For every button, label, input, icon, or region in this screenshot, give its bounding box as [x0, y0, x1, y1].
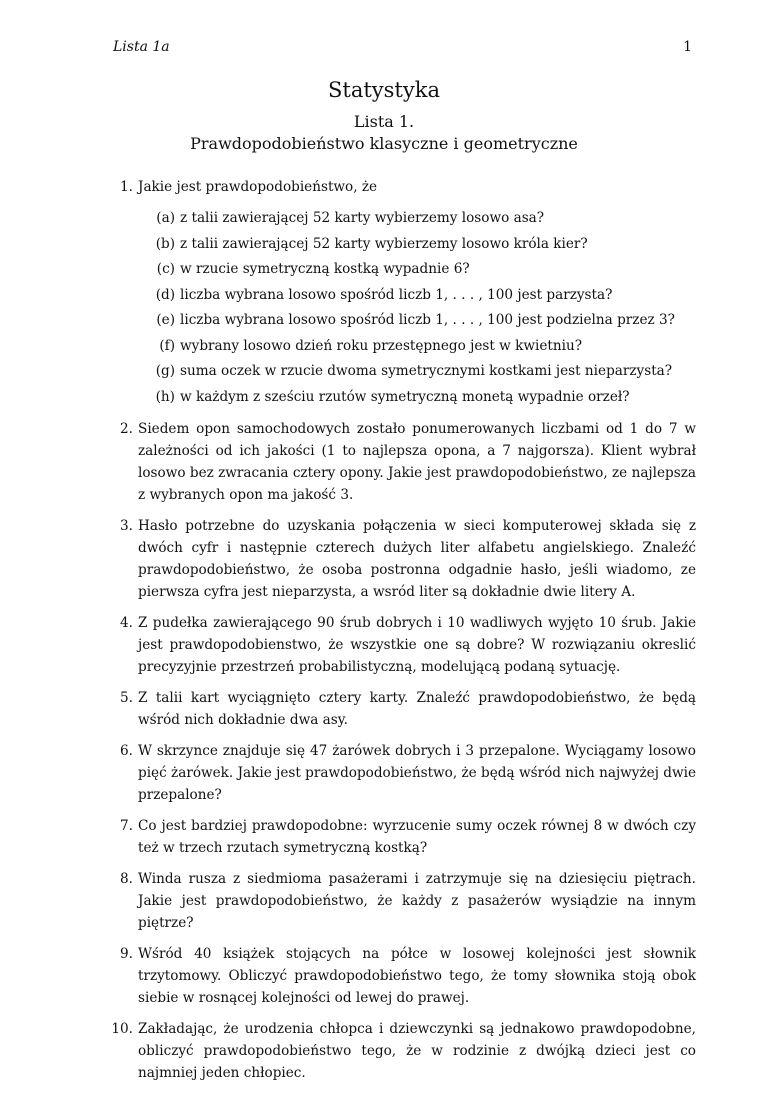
problem-text: Hasło potrzebne do uzyskania połączenia w sieci komputerowej składa się z dwóch cyfr i następnie czterech dużych liter alfabetu angielskiego. Znaleźć prawdopodobieństwo, że osoba postronna odgadnie hasło, jeśli wiadomo, ze pierwsza cyfra jest nieparzysta, a wsród liter są dokładnie dwie litery A.	[138, 517, 696, 600]
subitem-list	[149, 207, 696, 408]
problem-4	[113, 612, 696, 678]
problem-9	[113, 943, 696, 1009]
subitem-label: (g)	[155, 363, 175, 379]
problem-text: W skrzynce znajduje się 47 żarówek dobrych i 3 przepalone. Wyciągamy losowo pięć żarówek. Jakie jest prawdopodobieństwo, że będą wśród nich najwyżej dwie przepalone?	[138, 742, 696, 803]
subitem-label: (d)	[155, 286, 175, 303]
subitem-label: (a)	[156, 210, 175, 226]
subitem-text: w każdym z sześciu rzutów symetryczną monetą wypadnie orzeł?	[180, 388, 630, 405]
list-number: Lista 1.	[353, 112, 415, 131]
subitem-a	[149, 207, 696, 229]
problem-number: 4.	[120, 614, 133, 631]
subitem-text: suma oczek w rzucie dwoma symetrycznymi kostkami jest nieparzysta?	[180, 363, 673, 379]
problem-2	[113, 418, 696, 506]
problem-number: 1.	[120, 179, 133, 195]
subitem-e	[149, 309, 696, 331]
subitem-text: wybrany losowo dzień roku przestępnego jest w kwietniu?	[180, 337, 582, 354]
problem-text: Co jest bardziej prawdopodobne: wyrzucenie sumy oczek równej 8 w dwóch czy też w trzech rzutach symetryczną kostką?	[138, 817, 696, 856]
running-header: Lista 1a	[113, 39, 170, 55]
subitem-label: (b)	[155, 235, 175, 252]
subitem-text: liczba wybrana losowo spośród liczb 1, . . . , 100 jest podzielna przez 3?	[180, 312, 675, 328]
problem-text: Z talii kart wyciągnięto cztery karty. Znaleźć prawdopodobieństwo, że będą wśród nich dokładnie dwa asy.	[138, 689, 696, 728]
subitem-label: (c)	[156, 261, 175, 277]
problem-text: Zakładając, że urodzenia chłopca i dziewczynki są jednakowo prawdopodobne, obliczyć prawdopodobieństwo tego, że w rodzinie z dwójką dzieci jest co najmniej jeden chłopiec.	[138, 1020, 696, 1081]
subitem-h	[149, 386, 696, 408]
problem-number: 5.	[120, 689, 133, 706]
list-topic: Prawdopodobieństwo klasyczne i geometryczne	[190, 134, 578, 153]
document-title: Statystyka	[328, 78, 440, 102]
problem-number: 9.	[120, 945, 133, 962]
problem-5	[113, 687, 696, 731]
problem-1	[113, 176, 696, 408]
subitem-text: z talii zawierającej 52 karty wybierzemy losowo asa?	[180, 210, 545, 226]
subitem-label: (e)	[156, 312, 175, 328]
problem-number: 10.	[111, 1020, 133, 1037]
problem-8	[113, 868, 696, 934]
problem-list	[113, 176, 696, 1093]
problem-text: Z pudełka zawierającego 90 śrub dobrych i 10 wadliwych wyjęto 10 śrub. Jakie jest prawdopodobienstwo, że wszystkie one są dobre? W rozwiązaniu okreslić precyzyjnie przestrzeń probabilistyczną, modelującą podaną sytuację.	[138, 614, 696, 675]
subitem-f	[149, 335, 696, 357]
problem-7	[113, 815, 696, 859]
subitem-label: (f)	[159, 337, 175, 354]
problem-number: 7.	[120, 817, 133, 834]
problem-number: 6.	[120, 742, 133, 759]
subitem-g	[149, 360, 696, 382]
problem-text: Siedem opon samochodowych zostało ponumerowanych liczbami od 1 do 7 w zależności od ich jakości (1 to najlepsza opona, a 7 najgorsza). Klient wybrał losowo bez zwracania cztery opony. Jakie jest prawdopodobieństwo, ze najlepsza z wybranych opon ma jakość 3.	[138, 420, 696, 503]
problem-text: Winda rusza z siedmioma pasażerami i zatrzymuje się na dziesięciu piętrach. Jakie jest prawdopodobieństwo, że każdy z pasażerów wysiądzie na innym piętrze?	[138, 870, 696, 931]
subitem-label: (h)	[155, 388, 175, 405]
page-number: 1	[683, 39, 692, 55]
problem-3	[113, 515, 696, 603]
subitem-b	[149, 233, 696, 255]
problem-number: 8.	[120, 870, 133, 887]
subitem-text: z talii zawierającej 52 karty wybierzemy losowo króla kier?	[180, 235, 588, 252]
subitem-d	[149, 284, 696, 306]
problem-10	[113, 1018, 696, 1084]
problem-number: 3.	[120, 517, 133, 534]
subitem-c	[149, 258, 696, 280]
subitem-text: w rzucie symetryczną kostką wypadnie 6?	[180, 261, 470, 277]
subitem-text: liczba wybrana losowo spośród liczb 1, . . . , 100 jest parzysta?	[180, 286, 613, 303]
problem-6	[113, 740, 696, 806]
problem-text: Jakie jest prawdopodobieństwo, że	[138, 179, 378, 195]
problem-text: Wśród 40 książek stojących na półce w losowej kolejności jest słownik trzytomowy. Obliczyć prawdopodobieństwo tego, że tomy słownika stoją obok siebie w rosnącej kolejności od lewej do prawej.	[138, 945, 696, 1006]
problem-number: 2.	[120, 420, 133, 437]
